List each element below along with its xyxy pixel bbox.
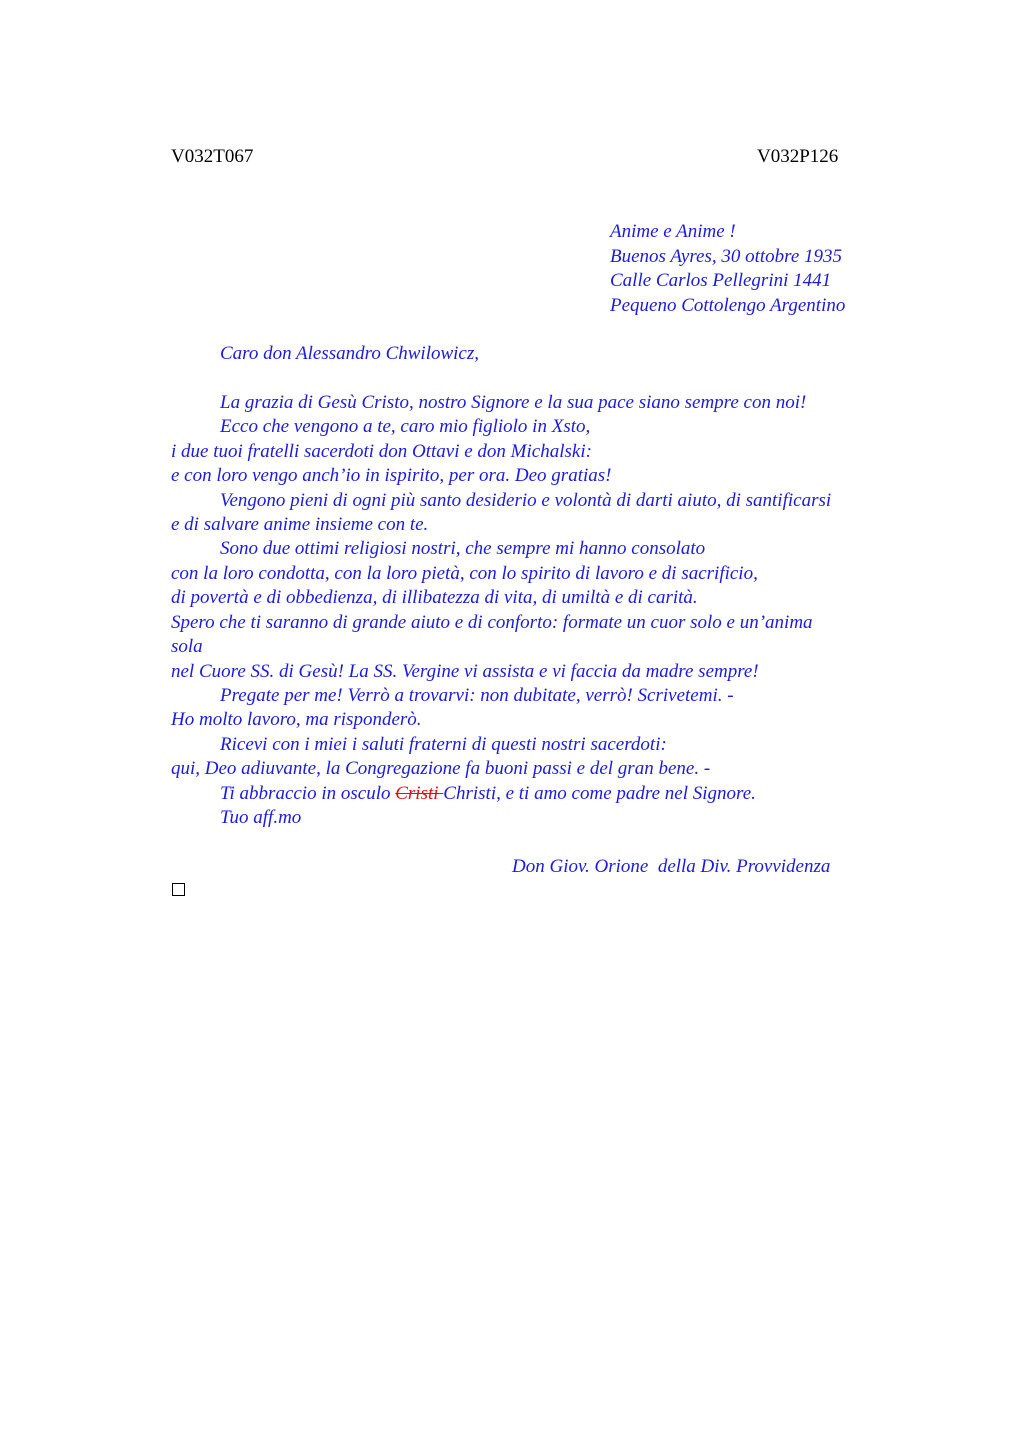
salutation: Caro don Alessandro Chwilowicz, — [220, 343, 479, 364]
letter-line: sola — [171, 636, 203, 657]
heading-place-date: Buenos Ayres, 30 ottobre 1935 — [610, 245, 843, 267]
letter-heading — [610, 220, 845, 318]
document-code-left: V032T067 — [171, 146, 254, 167]
letter-line: Vengono pieni di ogni più santo desiderio e volontà di darti aiuto, di santificarsi — [220, 490, 832, 511]
heading-institution: Pequeno Cottolengo Argentino — [610, 294, 846, 316]
letter-line: di povertà e di obbedienza, di illibatezza di vita, di umiltà e di carità. — [171, 587, 698, 608]
closing: Tuo aff.mo — [220, 807, 302, 828]
letter-line: Sono due ottimi religiosi nostri, che sempre mi hanno consolato — [220, 538, 706, 559]
letter-line: nel Cuore SS. di Gesù! La SS. Vergine vi assista e vi faccia da madre sempre! — [171, 661, 759, 682]
letter-line: Ho molto lavoro, ma risponderò. — [171, 709, 422, 730]
signature: Don Giov. Orione della Div. Provvidenza — [512, 856, 831, 877]
embrace-text-after: Christi, e ti amo come padre nel Signore. — [443, 783, 756, 804]
page-code-right: V032P126 — [757, 146, 839, 167]
heading-motto: Anime e Anime ! — [610, 221, 736, 242]
letter-line: i due tuoi fratelli sacerdoti don Ottavi e don Michalski: — [171, 441, 592, 462]
letter-line: Pregate per me! Verrò a trovarvi: non dubitate, verrò! Scrivetemi. - — [220, 685, 734, 706]
heading-street: Calle Carlos Pellegrini 1441 — [610, 270, 832, 291]
letter-line: e di salvare anime insieme con te. — [171, 514, 429, 535]
letter-line: con la loro condotta, con la loro pietà, con lo spirito di lavoro e di sacrificio, — [171, 563, 758, 584]
embrace-line — [220, 782, 756, 806]
letter-line: e con loro vengo anch’io in ispirito, per ora. Deo gratias! — [171, 465, 612, 486]
letter-line: Ricevi con i miei i saluti fraterni di questi nostri sacerdoti: — [220, 734, 667, 755]
letter-line: Ecco che vengono a te, caro mio figliolo in Xsto, — [220, 416, 591, 437]
end-marker-box — [172, 883, 185, 896]
letter-line: La grazia di Gesù Cristo, nostro Signore e la sua pace siano sempre con noi! — [220, 392, 807, 413]
struck-word: Cristi — [395, 783, 444, 804]
letter-line: qui, Deo adiuvante, la Congregazione fa buoni passi e del gran bene. - — [171, 758, 711, 779]
embrace-text-before: Ti abbraccio in osculo — [220, 783, 396, 804]
letter-line: Spero che ti saranno di grande aiuto e di conforto: formate un cuor solo e un’anima — [171, 612, 813, 633]
